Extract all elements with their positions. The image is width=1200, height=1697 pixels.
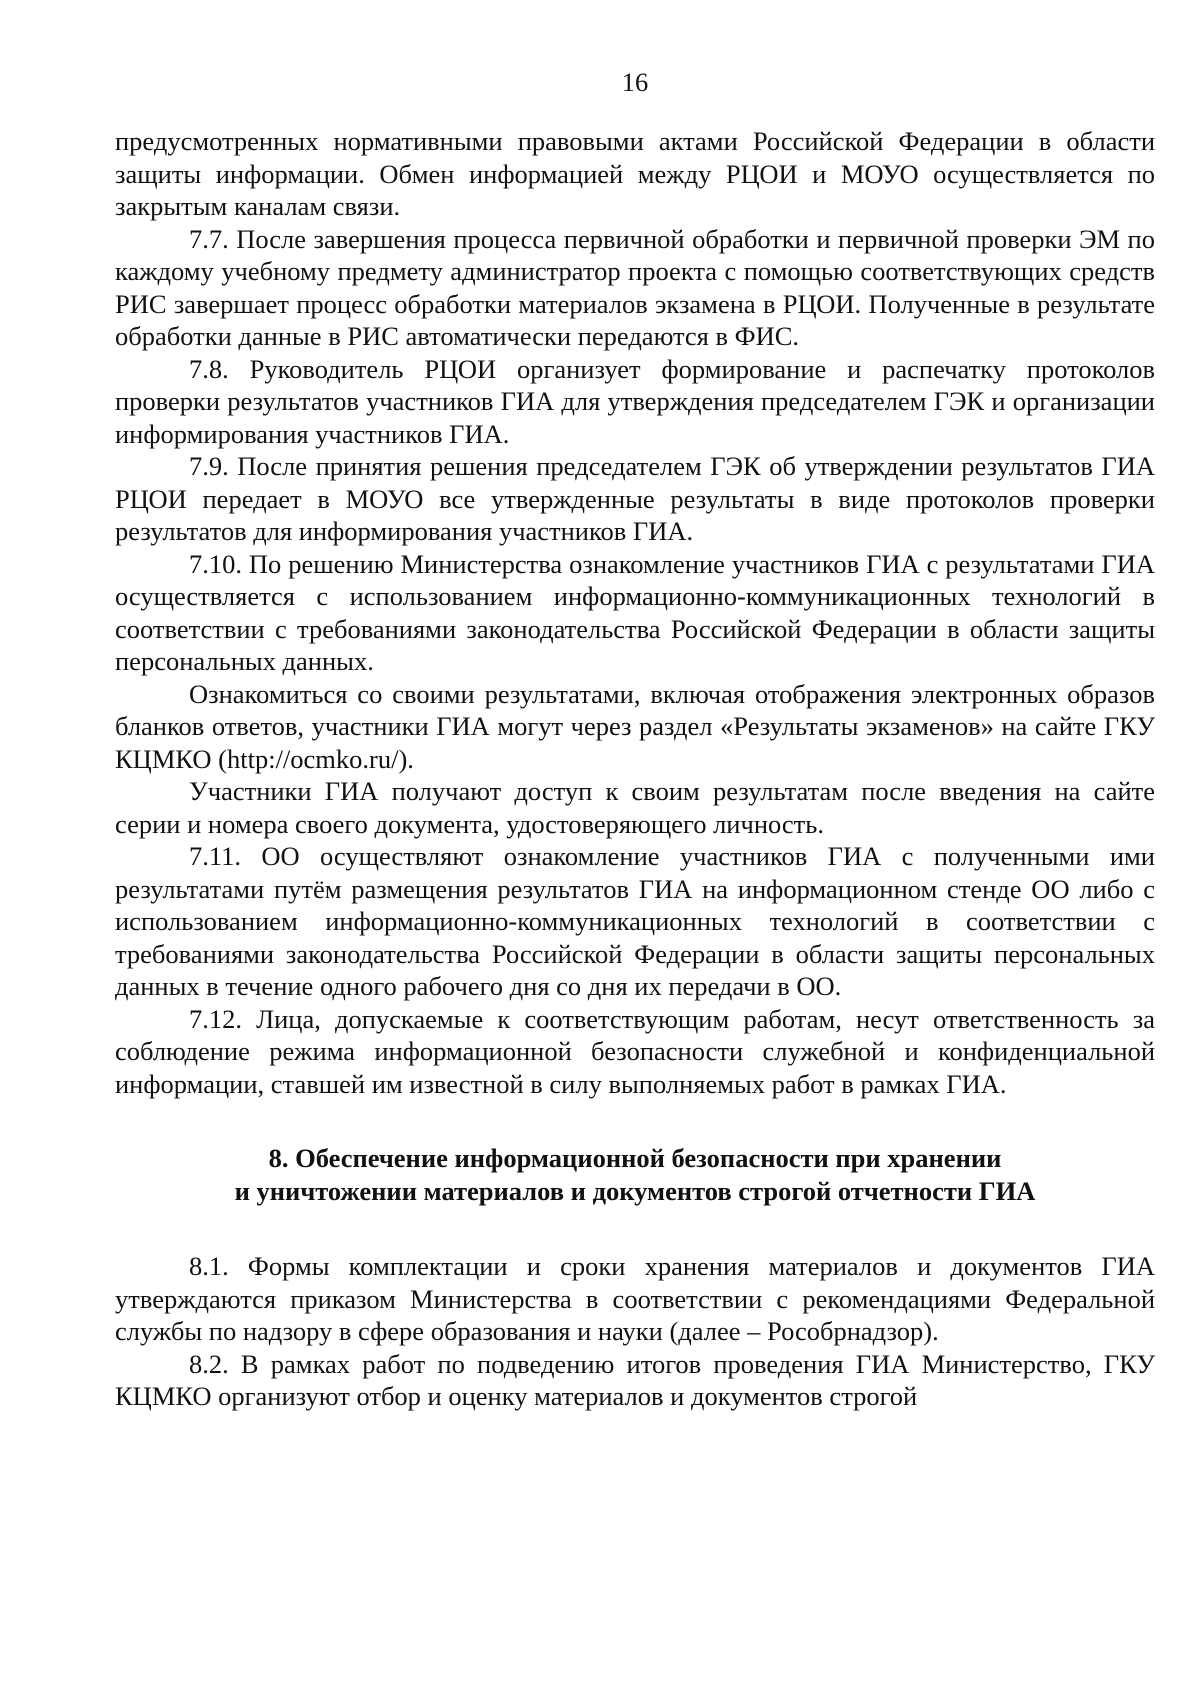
paragraph-7-7: 7.7. После завершения процесса первичной обработки и первичной проверки ЭМ по каждому учебному предмету администратор проекта с помощью соответствующих средств РИС завершает процесс обработки материалов экзамена в РЦОИ. Полученные в результате обработки данные в РИС автоматически передаются в ФИС.	[115, 223, 1155, 351]
section-heading-line-2: и уничтожении материалов и документов строгой отчетности ГИА	[234, 1175, 1036, 1206]
page-number: 16	[621, 67, 649, 97]
paragraph-8-2: 8.2. В рамках работ по подведению итогов проведения ГИА Министерство, ГКУ КЦМКО организуют отбор и оценку материалов и документов строгой	[115, 1348, 1155, 1411]
section-heading-line-1: 8. Обеспечение информационной безопасности при хранении	[268, 1143, 1002, 1173]
paragraph-8-1: 8.1. Формы комплектации и сроки хранения материалов и документов ГИА утверждаются приказом Министерства в соответствии с рекомендациями Федеральной службы по надзору в сфере образования и науки (далее – Рособрнадзор).	[115, 1251, 1155, 1346]
paragraph-7-9: 7.9. После принятия решения председателем ГЭК об утверждении результатов ГИА РЦОИ передает в МОУО все утвержденные результаты в виде протоколов проверки результатов для информирования участников ГИА.	[115, 451, 1155, 546]
section-heading	[115, 1142, 1155, 1207]
paragraph-7-11: 7.11. ОО осуществляют ознакомление участников ГИА с полученными ими результатами путём размещения результатов ГИА на информационном стенде ОО либо с использованием информационно-коммуникационных технологий в соответствии с требованиями законодательства Российской Федерации в области защиты персональных данных в течение одного рабочего дня со дня их передачи в ОО.	[115, 841, 1155, 1001]
paragraph-login-info: Участники ГИА получают доступ к своим результатам после введения на сайте серии и номера своего документа, удостоверяющего личность.	[115, 776, 1155, 839]
paragraph-continuation: предусмотренных нормативными правовыми актами Российской Федерации в области защиты информации. Обмен информацией между РЦОИ и МОУО осуществляется по закрытым каналам связи.	[115, 126, 1155, 221]
paragraph-7-10: 7.10. По решению Министерства ознакомление участников ГИА с результатами ГИА осуществляется с использованием информационно-коммуникационных технологий в соответствии с требованиями законодательства Российской Федерации в области защиты персональных данных.	[115, 548, 1155, 676]
paragraph-7-12: 7.12. Лица, допускаемые к соответствующим работам, несут ответственность за соблюдение режима информационной безопасности служебной и конфиденциальной информации, ставшей им известной в силу выполняемых работ в рамках ГИА.	[115, 1003, 1155, 1099]
document-body	[115, 125, 1155, 1413]
paragraph-results-access: Ознакомиться со своими результатами, включая отображения электронных образов бланков ответов, участники ГИА могут через раздел «Результаты экзаменов» на сайте ГКУ КЦМКО (http://ocmko.ru/).	[115, 678, 1155, 774]
paragraph-7-8: 7.8. Руководитель РЦОИ организует формирование и распечатку протоколов проверки результатов участников ГИА для утверждения председателем ГЭК и организации информирования участников ГИА.	[115, 353, 1155, 449]
